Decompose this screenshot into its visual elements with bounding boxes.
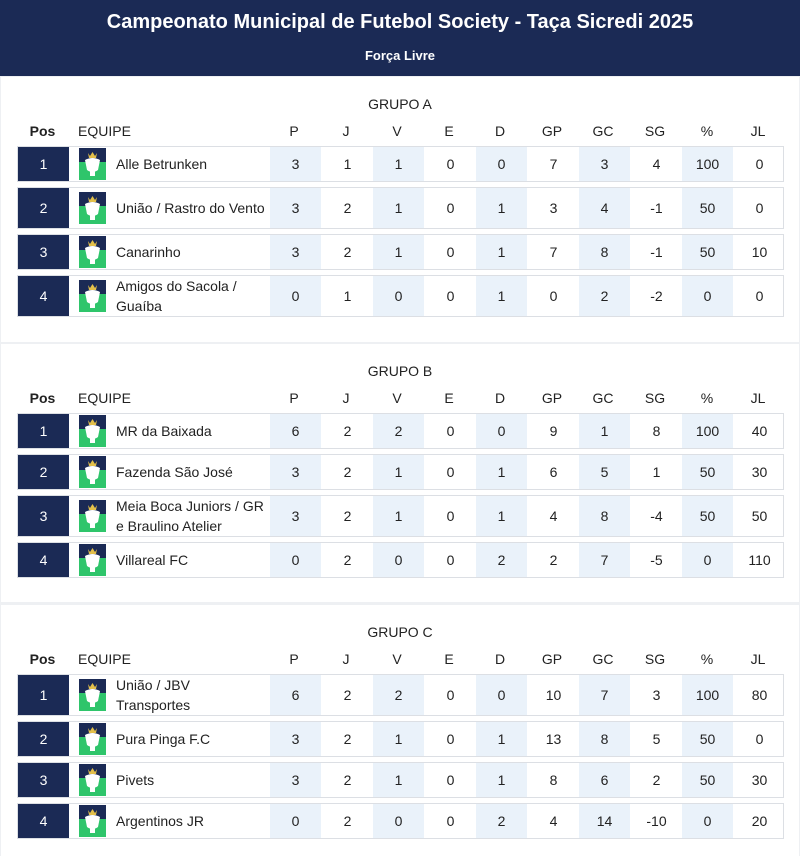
position-badge: 4 xyxy=(18,543,69,577)
trophy-shield-icon xyxy=(79,456,106,488)
stat-draws: 0 xyxy=(446,200,455,216)
stat-goal-diff: -5 xyxy=(650,552,663,568)
stat-percent: 50 xyxy=(682,722,733,756)
table-row[interactable] xyxy=(17,187,784,229)
trophy-shield-icon xyxy=(79,764,106,796)
team-name[interactable]: Alle Betrunken xyxy=(116,156,208,172)
table-header xyxy=(1,390,799,410)
position-badge: 2 xyxy=(18,188,69,228)
stat-goals-for: 2 xyxy=(549,552,558,568)
stat-goals-for: 13 xyxy=(545,731,562,747)
group-panel xyxy=(1,605,799,856)
stat-jl: 30 xyxy=(751,464,768,480)
stat-goals-against: 3 xyxy=(579,147,630,181)
stat-wins: 2 xyxy=(373,675,424,715)
stat-draws: 0 xyxy=(446,508,455,524)
column-header-pos: Pos xyxy=(29,123,56,139)
stat-goals-against: 2 xyxy=(579,276,630,316)
table-row[interactable] xyxy=(17,542,784,578)
trophy-shield-icon xyxy=(79,148,106,180)
stat-games: 2 xyxy=(343,731,352,747)
stat-losses: 1 xyxy=(476,496,527,536)
trophy-shield-icon xyxy=(79,723,106,755)
stat-losses: 1 xyxy=(476,235,527,269)
stat-goals-for: 4 xyxy=(549,508,558,524)
stat-percent: 50 xyxy=(682,763,733,797)
stat-draws: 0 xyxy=(446,423,455,439)
table-row[interactable] xyxy=(17,234,784,270)
stat-draws: 0 xyxy=(446,813,455,829)
column-header-percent: % xyxy=(700,651,714,667)
stat-jl: 0 xyxy=(755,731,764,747)
stat-goals-for: 9 xyxy=(549,423,558,439)
table-row[interactable] xyxy=(17,413,784,449)
stat-games: 1 xyxy=(343,288,352,304)
stat-wins: 1 xyxy=(373,763,424,797)
stat-draws: 0 xyxy=(446,244,455,260)
column-header-jl: JL xyxy=(750,123,766,139)
position-badge: 1 xyxy=(18,147,69,181)
trophy-shield-icon xyxy=(79,192,106,224)
stat-wins: 1 xyxy=(373,496,424,536)
stat-goals-against: 7 xyxy=(579,543,630,577)
trophy-shield-icon xyxy=(79,805,106,837)
stat-games: 2 xyxy=(343,244,352,260)
team-name[interactable]: Pivets xyxy=(116,772,155,788)
team-name[interactable]: Pura Pinga F.C xyxy=(116,731,211,747)
stat-games: 1 xyxy=(343,156,352,172)
stat-jl: 20 xyxy=(751,813,768,829)
stat-losses: 2 xyxy=(476,543,527,577)
team-name[interactable]: MR da Baixada xyxy=(116,423,212,439)
stat-games: 2 xyxy=(343,813,352,829)
team-name[interactable]: Canarinho xyxy=(116,244,181,260)
stat-percent: 50 xyxy=(682,455,733,489)
position-badge: 2 xyxy=(18,455,69,489)
stat-goal-diff: 8 xyxy=(652,423,661,439)
stat-percent: 0 xyxy=(682,543,733,577)
stat-jl: 40 xyxy=(751,423,768,439)
stat-losses: 1 xyxy=(476,276,527,316)
stat-wins: 2 xyxy=(373,414,424,448)
stat-goal-diff: -1 xyxy=(650,200,663,216)
team-name[interactable]: Amigos do Sacola / Guaíba xyxy=(116,278,237,314)
table-header xyxy=(1,123,799,143)
stat-points: 3 xyxy=(270,763,321,797)
position-badge: 3 xyxy=(18,235,69,269)
stat-goals-for: 7 xyxy=(549,244,558,260)
stat-percent: 0 xyxy=(682,804,733,838)
column-header-games: J xyxy=(342,123,350,139)
stat-games: 2 xyxy=(343,552,352,568)
column-header-percent: % xyxy=(700,390,714,406)
stat-draws: 0 xyxy=(446,464,455,480)
column-header-goal-diff: SG xyxy=(644,390,666,406)
column-header-points: P xyxy=(289,390,299,406)
stat-goals-for: 0 xyxy=(549,288,558,304)
stat-games: 2 xyxy=(343,772,352,788)
stat-goals-against: 8 xyxy=(579,235,630,269)
stat-wins: 1 xyxy=(373,722,424,756)
stat-goals-for: 8 xyxy=(549,772,558,788)
team-name[interactable]: Argentinos JR xyxy=(116,813,204,829)
stat-percent: 100 xyxy=(682,147,733,181)
column-header-wins: V xyxy=(392,651,402,667)
stat-wins: 0 xyxy=(373,543,424,577)
column-header-team: EQUIPE xyxy=(78,390,131,406)
team-name[interactable]: União / JBV Transportes xyxy=(116,677,191,713)
column-header-points: P xyxy=(289,123,299,139)
stat-points: 3 xyxy=(270,722,321,756)
stat-points: 0 xyxy=(270,543,321,577)
stat-goals-against: 5 xyxy=(579,455,630,489)
stat-draws: 0 xyxy=(446,772,455,788)
stat-losses: 2 xyxy=(476,804,527,838)
table-row[interactable] xyxy=(17,146,784,182)
stat-points: 6 xyxy=(270,675,321,715)
column-header-losses: D xyxy=(494,390,506,406)
stat-wins: 1 xyxy=(373,147,424,181)
stat-losses: 1 xyxy=(476,722,527,756)
position-badge: 3 xyxy=(18,763,69,797)
position-badge: 1 xyxy=(18,675,69,715)
stat-goals-against: 7 xyxy=(579,675,630,715)
stat-wins: 0 xyxy=(373,804,424,838)
column-header-draws: E xyxy=(444,651,454,667)
column-header-games: J xyxy=(342,651,350,667)
group-title: GRUPO B xyxy=(367,363,433,379)
stat-games: 2 xyxy=(343,508,352,524)
column-header-goal-diff: SG xyxy=(644,651,666,667)
stat-goal-diff: 1 xyxy=(652,464,661,480)
column-header-wins: V xyxy=(392,390,402,406)
column-header-pos: Pos xyxy=(29,390,56,406)
column-header-team: EQUIPE xyxy=(78,123,131,139)
stat-goal-diff: -1 xyxy=(650,244,663,260)
stat-points: 3 xyxy=(270,496,321,536)
stat-jl: 10 xyxy=(751,244,768,260)
position-badge: 4 xyxy=(18,804,69,838)
stat-draws: 0 xyxy=(446,731,455,747)
stat-losses: 1 xyxy=(476,455,527,489)
stat-wins: 1 xyxy=(373,455,424,489)
stat-goals-for: 4 xyxy=(549,813,558,829)
group-title: GRUPO A xyxy=(368,96,432,112)
stat-draws: 0 xyxy=(446,552,455,568)
table-row[interactable] xyxy=(17,674,784,716)
column-header-draws: E xyxy=(444,390,454,406)
stat-goals-against: 4 xyxy=(579,188,630,228)
stat-goal-diff: -2 xyxy=(650,288,663,304)
column-header-wins: V xyxy=(392,123,402,139)
position-badge: 4 xyxy=(18,276,69,316)
stat-wins: 0 xyxy=(373,276,424,316)
stat-points: 3 xyxy=(270,188,321,228)
trophy-shield-icon xyxy=(79,500,106,532)
column-header-points: P xyxy=(289,651,299,667)
stat-percent: 50 xyxy=(682,235,733,269)
stat-losses: 0 xyxy=(476,414,527,448)
team-name[interactable]: Fazenda São José xyxy=(116,464,233,480)
team-name[interactable]: União / Rastro do Vento xyxy=(116,200,265,216)
table-row[interactable] xyxy=(17,275,784,317)
page-header xyxy=(0,0,800,76)
stat-percent: 50 xyxy=(682,188,733,228)
stat-jl: 0 xyxy=(755,200,764,216)
stat-losses: 0 xyxy=(476,147,527,181)
column-header-goals-for: GP xyxy=(541,123,563,139)
column-header-team: EQUIPE xyxy=(78,651,131,667)
stat-losses: 1 xyxy=(476,188,527,228)
stat-points: 0 xyxy=(270,276,321,316)
team-name[interactable]: Villareal FC xyxy=(116,552,189,568)
table-row[interactable] xyxy=(17,721,784,757)
stat-draws: 0 xyxy=(446,687,455,703)
column-header-goals-for: GP xyxy=(541,651,563,667)
column-header-goals-against: GC xyxy=(592,123,614,139)
position-badge: 2 xyxy=(18,722,69,756)
stat-goal-diff: 4 xyxy=(652,156,661,172)
trophy-shield-icon xyxy=(79,415,106,447)
stat-draws: 0 xyxy=(446,288,455,304)
stat-goal-diff: -10 xyxy=(646,813,667,829)
table-row[interactable] xyxy=(17,495,784,537)
stat-points: 6 xyxy=(270,414,321,448)
group-title: GRUPO C xyxy=(367,624,433,640)
stat-percent: 0 xyxy=(682,276,733,316)
trophy-shield-icon xyxy=(79,236,106,268)
column-header-games: J xyxy=(342,390,350,406)
stat-losses: 0 xyxy=(476,675,527,715)
stat-goals-against: 14 xyxy=(579,804,630,838)
stat-goal-diff: 2 xyxy=(652,772,661,788)
stat-goals-against: 8 xyxy=(579,496,630,536)
column-header-goals-against: GC xyxy=(592,651,614,667)
stat-points: 3 xyxy=(270,455,321,489)
stat-jl: 110 xyxy=(748,552,771,568)
table-row[interactable] xyxy=(17,762,784,798)
column-header-goal-diff: SG xyxy=(644,123,666,139)
table-row[interactable] xyxy=(17,803,784,839)
table-row[interactable] xyxy=(17,454,784,490)
stat-points: 3 xyxy=(270,235,321,269)
stat-percent: 100 xyxy=(682,414,733,448)
stat-jl: 30 xyxy=(751,772,768,788)
page-subtitle: Força Livre xyxy=(364,48,436,63)
stat-games: 2 xyxy=(343,687,352,703)
position-badge: 1 xyxy=(18,414,69,448)
stat-goals-for: 3 xyxy=(549,200,558,216)
stat-points: 3 xyxy=(270,147,321,181)
stat-wins: 1 xyxy=(373,235,424,269)
column-header-draws: E xyxy=(444,123,454,139)
stat-goals-for: 6 xyxy=(549,464,558,480)
column-header-goals-for: GP xyxy=(541,390,563,406)
table-header xyxy=(1,651,799,671)
stat-goals-against: 8 xyxy=(579,722,630,756)
stat-goals-against: 1 xyxy=(579,414,630,448)
stat-jl: 50 xyxy=(751,508,768,524)
stat-goals-for: 7 xyxy=(549,156,558,172)
stat-jl: 0 xyxy=(755,156,764,172)
stat-goals-against: 6 xyxy=(579,763,630,797)
group-panel xyxy=(1,344,799,602)
stat-losses: 1 xyxy=(476,763,527,797)
column-header-jl: JL xyxy=(750,390,766,406)
stat-games: 2 xyxy=(343,200,352,216)
stat-percent: 50 xyxy=(682,496,733,536)
stat-wins: 1 xyxy=(373,188,424,228)
column-header-goals-against: GC xyxy=(592,390,614,406)
stat-goal-diff: -4 xyxy=(650,508,663,524)
stat-games: 2 xyxy=(343,464,352,480)
group-panel xyxy=(1,77,799,342)
trophy-shield-icon xyxy=(79,679,106,711)
stat-jl: 80 xyxy=(751,687,768,703)
column-header-losses: D xyxy=(494,651,506,667)
column-header-jl: JL xyxy=(750,651,766,667)
column-header-percent: % xyxy=(700,123,714,139)
stat-games: 2 xyxy=(343,423,352,439)
trophy-shield-icon xyxy=(79,280,106,312)
column-header-pos: Pos xyxy=(29,651,56,667)
stat-goals-for: 10 xyxy=(545,687,562,703)
trophy-shield-icon xyxy=(79,544,106,576)
stat-percent: 100 xyxy=(682,675,733,715)
stat-jl: 0 xyxy=(755,288,764,304)
page-title: Campeonato Municipal de Futebol Society - Taça Sicredi 2025 xyxy=(106,11,694,33)
stat-goal-diff: 5 xyxy=(652,731,661,747)
column-header-losses: D xyxy=(494,123,506,139)
stat-points: 0 xyxy=(270,804,321,838)
position-badge: 3 xyxy=(18,496,69,536)
stat-draws: 0 xyxy=(446,156,455,172)
stat-goal-diff: 3 xyxy=(652,687,661,703)
team-name[interactable]: Meia Boca Juniors / GR e Braulino Atelier xyxy=(116,498,264,534)
